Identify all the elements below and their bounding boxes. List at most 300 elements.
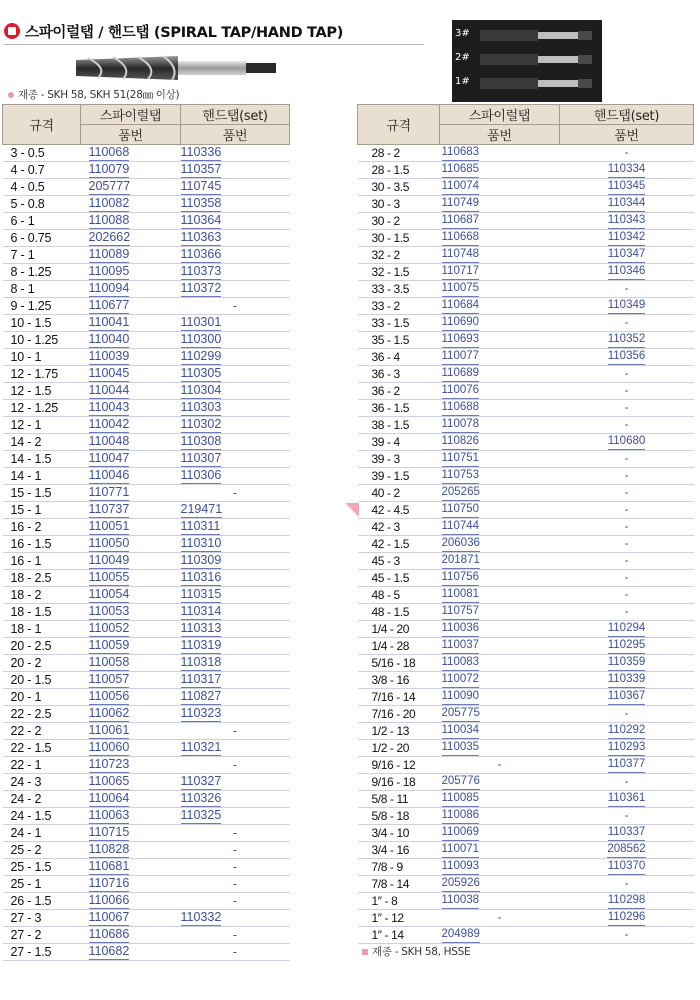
spiral-part-no-cell-text: 110038 bbox=[442, 893, 480, 909]
size-cell bbox=[358, 706, 440, 723]
hand-part-no-cell bbox=[181, 672, 290, 689]
hand-part-no-cell bbox=[181, 621, 290, 638]
spiral-part-no-cell bbox=[440, 230, 560, 247]
size-cell-text: 10 - 1.25 bbox=[10, 332, 59, 347]
hand-part-no-cell-text: 110310 bbox=[180, 536, 222, 550]
spiral-part-no-cell bbox=[81, 876, 181, 893]
hand-part-no-cell bbox=[560, 196, 694, 213]
spiral-part-no-cell-text: 110042 bbox=[88, 417, 130, 431]
table-row bbox=[3, 893, 290, 910]
spiral-part-no-cell-text: 110088 bbox=[88, 213, 130, 227]
size-cell bbox=[358, 145, 440, 162]
hand-part-no-cell-text: 110294 bbox=[608, 621, 646, 637]
size-cell bbox=[3, 247, 81, 264]
size-cell-text: 30 - 1.5 bbox=[371, 230, 409, 245]
spiral-part-no-cell-text: 110744 bbox=[442, 519, 480, 535]
spiral-part-no-cell-text: 110771 bbox=[88, 485, 130, 499]
size-cell bbox=[358, 570, 440, 587]
hand-part-no-cell bbox=[560, 672, 694, 689]
hand-part-no-cell bbox=[560, 400, 694, 417]
hand-part-no-cell bbox=[560, 179, 694, 196]
hand-part-no-cell-text: 110302 bbox=[180, 417, 222, 431]
spiral-part-no-cell bbox=[440, 740, 560, 757]
hand-part-no-cell bbox=[560, 485, 694, 502]
hand-part-no-cell bbox=[560, 893, 694, 910]
size-cell-text: 33 - 1.5 bbox=[371, 315, 409, 330]
hand-part-no-cell-text: 110680 bbox=[608, 434, 646, 450]
spiral-part-no-cell bbox=[440, 825, 560, 842]
size-cell-text: 30 - 3.5 bbox=[371, 179, 409, 194]
size-cell-text: 36 - 2 bbox=[371, 383, 400, 398]
spiral-part-no-cell bbox=[440, 876, 560, 893]
size-cell-text: 5/8 - 11 bbox=[371, 791, 409, 806]
hand-part-no-cell bbox=[181, 842, 290, 859]
table-row bbox=[3, 570, 290, 587]
hand-part-no-cell-text: - bbox=[624, 554, 629, 567]
size-cell bbox=[358, 502, 440, 519]
size-cell bbox=[3, 281, 81, 298]
size-cell-text: 4 - 0.5 bbox=[10, 179, 45, 194]
spiral-part-no-cell bbox=[81, 230, 181, 247]
material-note-text: 재종 - SKH 58, HSSE bbox=[372, 946, 471, 958]
size-cell-text: 9/16 - 12 bbox=[371, 757, 416, 772]
hand-part-no-cell-text: 110337 bbox=[608, 825, 646, 841]
hand-part-no-cell bbox=[181, 740, 290, 757]
spiral-part-no-cell bbox=[440, 315, 560, 332]
spiral-part-no-cell bbox=[81, 281, 181, 298]
hand-part-no-cell-text: 110295 bbox=[608, 638, 646, 654]
size-cell-text: 5/16 - 18 bbox=[371, 655, 416, 670]
size-cell bbox=[3, 859, 81, 876]
hand-part-no-cell bbox=[560, 570, 694, 587]
hand-tap-set-image bbox=[452, 20, 602, 102]
size-cell-text: 24 - 3 bbox=[10, 774, 42, 789]
spiral-part-no-cell-text: 110051 bbox=[88, 519, 130, 533]
table-row bbox=[3, 723, 290, 740]
spiral-part-no-cell-text: 110044 bbox=[88, 383, 130, 397]
table-row bbox=[358, 927, 694, 944]
hand-part-no-cell-text: - bbox=[624, 605, 629, 618]
size-cell bbox=[358, 825, 440, 842]
size-cell-text: 18 - 1 bbox=[10, 621, 42, 636]
size-cell bbox=[358, 298, 440, 315]
table-row bbox=[358, 672, 694, 689]
spiral-part-no-cell bbox=[440, 281, 560, 298]
spiral-part-no-cell-text: 110048 bbox=[88, 434, 130, 448]
hand-part-no-cell bbox=[560, 553, 694, 570]
spiral-part-no-cell-text: 110757 bbox=[442, 604, 480, 620]
hand-part-no-cell-text: 110321 bbox=[180, 740, 222, 754]
hand-part-no-cell bbox=[181, 638, 290, 655]
table-row bbox=[3, 587, 290, 604]
size-cell bbox=[3, 213, 81, 230]
title-divider bbox=[4, 44, 424, 45]
hand-part-no-cell-text: - bbox=[624, 418, 629, 431]
table-row bbox=[3, 502, 290, 519]
size-cell-text: 18 - 2 bbox=[10, 587, 42, 602]
spiral-part-no-cell bbox=[81, 706, 181, 723]
size-cell-text: 22 - 2.5 bbox=[10, 706, 52, 721]
table-row bbox=[3, 638, 290, 655]
spiral-part-no-cell bbox=[440, 179, 560, 196]
hand-part-no-cell bbox=[560, 638, 694, 655]
hand-part-no-cell-text: - bbox=[232, 876, 238, 891]
hand-part-no-cell bbox=[181, 145, 290, 162]
hand-part-no-cell-text: 110373 bbox=[180, 264, 222, 278]
table-row bbox=[3, 434, 290, 451]
hand-part-no-cell-text: 110357 bbox=[180, 162, 222, 176]
size-cell-text: 42 - 3 bbox=[371, 519, 400, 534]
spiral-part-no-cell bbox=[440, 689, 560, 706]
hand-part-no-cell-text: - bbox=[624, 877, 629, 890]
spiral-part-no-cell bbox=[440, 485, 560, 502]
hand-part-no-cell bbox=[181, 247, 290, 264]
spiral-part-no-cell-text: 110090 bbox=[442, 689, 480, 705]
size-cell bbox=[358, 655, 440, 672]
title-square-icon bbox=[4, 23, 20, 39]
hand-part-no-cell bbox=[181, 196, 290, 213]
size-cell-text: 5/8 - 18 bbox=[371, 808, 409, 823]
size-cell bbox=[358, 179, 440, 196]
hand-part-no-cell bbox=[181, 553, 290, 570]
spiral-part-no-cell bbox=[81, 536, 181, 553]
hand-part-no-cell-text: - bbox=[624, 146, 629, 159]
size-cell bbox=[3, 349, 81, 366]
spiral-part-no-cell bbox=[440, 145, 560, 162]
hand-part-no-cell bbox=[181, 519, 290, 536]
hand-part-no-cell-text: - bbox=[624, 486, 629, 499]
size-cell-text: 26 - 1.5 bbox=[10, 893, 52, 908]
table-row bbox=[3, 247, 290, 264]
spiral-part-no-cell-text: 110684 bbox=[442, 298, 480, 314]
hand-part-no-cell bbox=[181, 706, 290, 723]
size-cell bbox=[3, 570, 81, 587]
size-cell-text: 1″ - 8 bbox=[371, 893, 398, 908]
spiral-part-no-cell-text: 110083 bbox=[442, 655, 480, 671]
hand-part-no-cell-text: 110370 bbox=[608, 859, 646, 875]
spiral-part-no-cell-text: 205265 bbox=[442, 485, 480, 501]
table-row bbox=[358, 893, 694, 910]
hand-part-no-cell bbox=[181, 383, 290, 400]
spiral-part-no-cell bbox=[81, 927, 181, 944]
spiral-part-no-cell bbox=[81, 604, 181, 621]
table-row bbox=[358, 179, 694, 196]
hand-part-no-cell-text: 110314 bbox=[180, 604, 222, 618]
spiral-part-no-cell-text: 205776 bbox=[442, 774, 480, 790]
spiral-part-no-cell bbox=[81, 791, 181, 808]
spiral-part-no-cell-text: 201871 bbox=[442, 553, 480, 569]
spiral-part-no-cell-text: 110054 bbox=[88, 587, 130, 601]
table-row bbox=[358, 774, 694, 791]
spiral-part-no-cell-text: 110749 bbox=[442, 196, 480, 212]
hand-part-no-cell-text: 110303 bbox=[180, 400, 222, 414]
size-cell bbox=[3, 587, 81, 604]
spiral-part-no-cell-text: 110057 bbox=[88, 672, 130, 686]
size-cell bbox=[358, 400, 440, 417]
size-cell bbox=[3, 893, 81, 910]
table-row bbox=[358, 230, 694, 247]
size-cell-text: 45 - 3 bbox=[371, 553, 400, 568]
spiral-part-no-cell-text: 110079 bbox=[88, 162, 130, 176]
size-cell-text: 27 - 2 bbox=[10, 927, 42, 942]
size-cell bbox=[358, 349, 440, 366]
table-row bbox=[3, 468, 290, 485]
table-row bbox=[358, 825, 694, 842]
hand-part-no-cell-text: 110339 bbox=[608, 672, 646, 688]
size-cell bbox=[358, 808, 440, 825]
hand-part-no-cell-text: 110359 bbox=[608, 655, 646, 671]
spiral-part-no-cell-text: 110046 bbox=[88, 468, 130, 482]
hand-part-no-cell-text: - bbox=[232, 723, 238, 738]
hand-part-no-cell-text: - bbox=[624, 571, 629, 584]
spiral-part-no-cell bbox=[440, 842, 560, 859]
size-cell bbox=[358, 689, 440, 706]
spiral-part-no-cell bbox=[440, 298, 560, 315]
spiral-part-no-cell-text: 110756 bbox=[442, 570, 480, 586]
spiral-part-no-cell bbox=[81, 196, 181, 213]
header-spiral-part-no: 품번 bbox=[81, 125, 181, 145]
table-row bbox=[3, 774, 290, 791]
hand-part-no-cell bbox=[181, 859, 290, 876]
table-row bbox=[3, 757, 290, 774]
size-cell-text: 48 - 1.5 bbox=[371, 604, 409, 619]
size-cell bbox=[3, 910, 81, 927]
spiral-part-no-cell-text: 110753 bbox=[442, 468, 480, 484]
spiral-part-no-cell bbox=[81, 774, 181, 791]
size-cell bbox=[358, 366, 440, 383]
size-cell bbox=[3, 842, 81, 859]
spiral-part-no-cell bbox=[440, 553, 560, 570]
size-cell-text: 36 - 1.5 bbox=[371, 400, 409, 415]
size-cell-text: 20 - 1.5 bbox=[10, 672, 52, 687]
size-cell bbox=[358, 553, 440, 570]
spiral-part-no-cell bbox=[440, 587, 560, 604]
spiral-part-no-cell bbox=[81, 757, 181, 774]
spiral-part-no-cell-text: 110055 bbox=[88, 570, 130, 584]
spiral-part-no-cell-text: - bbox=[497, 911, 502, 924]
spiral-part-no-cell bbox=[81, 315, 181, 332]
hand-part-no-cell bbox=[560, 910, 694, 927]
hand-part-no-cell bbox=[181, 434, 290, 451]
hand-part-no-cell-text: - bbox=[624, 282, 629, 295]
size-cell bbox=[3, 230, 81, 247]
size-cell bbox=[358, 264, 440, 281]
table-row bbox=[358, 417, 694, 434]
hand-part-no-cell-text: 110315 bbox=[180, 587, 222, 601]
spiral-part-no-cell-text: 110063 bbox=[88, 808, 130, 822]
hand-part-no-cell-text: - bbox=[624, 537, 629, 550]
hand-part-no-cell bbox=[181, 366, 290, 383]
size-cell-text: 42 - 1.5 bbox=[371, 536, 409, 551]
hand-part-no-cell bbox=[181, 298, 290, 315]
spiral-part-no-cell-text: 110065 bbox=[88, 774, 130, 788]
size-cell bbox=[3, 791, 81, 808]
hand-part-no-cell-text: 110316 bbox=[180, 570, 222, 584]
hand-part-no-cell bbox=[181, 910, 290, 927]
size-cell bbox=[358, 485, 440, 502]
spiral-part-no-cell-text: 110078 bbox=[442, 417, 480, 433]
size-cell bbox=[3, 808, 81, 825]
size-cell bbox=[358, 315, 440, 332]
hand-part-no-cell-text: 110342 bbox=[608, 230, 646, 246]
size-cell bbox=[3, 366, 81, 383]
hand-part-no-cell-text: - bbox=[624, 775, 629, 788]
spiral-part-no-cell bbox=[81, 672, 181, 689]
table-row bbox=[358, 621, 694, 638]
spiral-part-no-cell-text: 110681 bbox=[88, 859, 130, 873]
hand-part-no-cell bbox=[560, 434, 694, 451]
table-row bbox=[358, 910, 694, 927]
hand-part-no-cell bbox=[560, 264, 694, 281]
header-hand-part-no: 품번 bbox=[560, 125, 694, 145]
spiral-part-no-cell bbox=[440, 927, 560, 944]
hand-part-no-cell-text: - bbox=[232, 757, 238, 772]
spiral-part-no-cell bbox=[440, 383, 560, 400]
header-hand-part-no: 품번 bbox=[181, 125, 290, 145]
spiral-part-no-cell-text: - bbox=[497, 758, 502, 771]
table-row bbox=[3, 162, 290, 179]
spiral-part-no-cell-text: 204989 bbox=[442, 927, 480, 943]
spiral-part-no-cell-text: 110074 bbox=[442, 179, 480, 195]
spiral-part-no-cell bbox=[440, 910, 560, 927]
table-row bbox=[3, 825, 290, 842]
table-row bbox=[3, 927, 290, 944]
header-spiral: 스파이럴탭 bbox=[440, 105, 560, 125]
size-cell-text: 7/8 - 9 bbox=[371, 859, 403, 874]
hand-part-no-cell bbox=[560, 587, 694, 604]
hand-part-no-cell-text: 110346 bbox=[608, 264, 646, 280]
table-row bbox=[358, 859, 694, 876]
size-cell bbox=[358, 196, 440, 213]
hand-part-no-cell bbox=[181, 791, 290, 808]
size-cell-text: 1″ - 14 bbox=[371, 927, 404, 942]
size-cell bbox=[358, 893, 440, 910]
spiral-part-no-cell-text: 110036 bbox=[442, 621, 480, 637]
hand-tap-label-2: 2# bbox=[455, 52, 470, 63]
size-cell bbox=[3, 264, 81, 281]
table-row bbox=[3, 604, 290, 621]
spiral-part-no-cell-text: 202662 bbox=[88, 230, 131, 244]
hand-part-no-cell-text: - bbox=[624, 469, 629, 482]
size-cell bbox=[358, 774, 440, 791]
hand-part-no-cell-text: 110292 bbox=[608, 723, 646, 739]
spiral-part-no-cell-text: 110716 bbox=[88, 876, 130, 890]
size-cell bbox=[358, 162, 440, 179]
table-row bbox=[358, 604, 694, 621]
header-hand: 핸드탭(set) bbox=[181, 105, 290, 125]
spiral-part-no-cell bbox=[440, 655, 560, 672]
spiral-part-no-cell bbox=[440, 570, 560, 587]
size-cell bbox=[3, 876, 81, 893]
spiral-part-no-cell bbox=[81, 655, 181, 672]
hand-part-no-cell bbox=[560, 519, 694, 536]
size-cell bbox=[358, 213, 440, 230]
spiral-part-no-cell-text: 110041 bbox=[88, 315, 130, 329]
table-row bbox=[358, 298, 694, 315]
table-row bbox=[3, 519, 290, 536]
table-row bbox=[3, 451, 290, 468]
hand-part-no-cell bbox=[181, 876, 290, 893]
hand-part-no-cell-text: - bbox=[232, 893, 238, 908]
size-cell-text: 39 - 3 bbox=[371, 451, 400, 466]
spiral-part-no-cell-text: 110062 bbox=[88, 706, 130, 720]
hand-part-no-cell bbox=[560, 825, 694, 842]
table-row bbox=[3, 332, 290, 349]
table-row bbox=[358, 332, 694, 349]
size-cell-text: 1/2 - 13 bbox=[371, 723, 409, 738]
spiral-part-no-cell bbox=[440, 774, 560, 791]
spiral-part-no-cell bbox=[81, 349, 181, 366]
size-cell bbox=[3, 672, 81, 689]
table-row bbox=[3, 910, 290, 927]
spiral-part-no-cell bbox=[81, 587, 181, 604]
spiral-part-no-cell bbox=[81, 893, 181, 910]
hand-part-no-cell-text: - bbox=[624, 520, 629, 533]
spiral-part-no-cell-text: 110095 bbox=[88, 264, 130, 278]
table-row bbox=[358, 451, 694, 468]
hand-part-no-cell-text: - bbox=[232, 927, 238, 942]
table-row bbox=[358, 264, 694, 281]
size-cell bbox=[358, 434, 440, 451]
size-cell-text: 7 - 1 bbox=[10, 247, 35, 262]
spiral-part-no-cell-text: 110077 bbox=[442, 349, 480, 365]
hand-part-no-cell bbox=[560, 791, 694, 808]
hand-part-no-cell bbox=[560, 723, 694, 740]
hand-part-no-cell bbox=[181, 570, 290, 587]
hand-tap-graphic bbox=[452, 20, 602, 102]
size-cell bbox=[3, 604, 81, 621]
table-row bbox=[3, 791, 290, 808]
size-cell-text: 20 - 2 bbox=[10, 655, 42, 670]
size-cell bbox=[3, 638, 81, 655]
hand-part-no-cell bbox=[560, 247, 694, 264]
hand-part-no-cell-text: 110345 bbox=[608, 179, 646, 195]
table-row bbox=[358, 213, 694, 230]
size-cell-text: 22 - 1 bbox=[10, 757, 42, 772]
size-cell bbox=[3, 927, 81, 944]
hand-part-no-cell bbox=[560, 468, 694, 485]
hand-part-no-cell bbox=[181, 927, 290, 944]
hand-part-no-cell-text: - bbox=[232, 485, 238, 500]
spiral-part-no-cell-text: 110037 bbox=[442, 638, 480, 654]
spiral-part-no-cell bbox=[440, 162, 560, 179]
size-cell bbox=[3, 196, 81, 213]
table-row bbox=[358, 808, 694, 825]
spiral-part-no-cell bbox=[81, 383, 181, 400]
spiral-tap-image bbox=[68, 48, 288, 88]
hand-part-no-cell-text: - bbox=[624, 928, 629, 941]
spiral-part-no-cell bbox=[81, 910, 181, 927]
spec-table-right bbox=[357, 104, 694, 944]
size-cell-text: 18 - 1.5 bbox=[10, 604, 52, 619]
size-cell-text: 7/8 - 14 bbox=[371, 876, 409, 891]
table-row bbox=[3, 876, 290, 893]
size-cell-text: 48 - 5 bbox=[371, 587, 400, 602]
size-cell-text: 8 - 1 bbox=[10, 281, 35, 296]
spiral-part-no-cell-text: 110039 bbox=[88, 349, 130, 363]
table-row bbox=[3, 859, 290, 876]
hand-part-no-cell bbox=[181, 587, 290, 604]
hand-part-no-cell-text: 110827 bbox=[180, 689, 222, 703]
size-cell-text: 1/2 - 20 bbox=[371, 740, 409, 755]
hand-part-no-cell-text: 110327 bbox=[180, 774, 222, 788]
hand-part-no-cell-text: 110344 bbox=[608, 196, 646, 212]
hand-part-no-cell bbox=[560, 315, 694, 332]
hand-part-no-cell bbox=[560, 689, 694, 706]
table-row bbox=[358, 638, 694, 655]
size-cell-text: 9/16 - 18 bbox=[371, 774, 416, 789]
hand-part-no-cell bbox=[560, 451, 694, 468]
